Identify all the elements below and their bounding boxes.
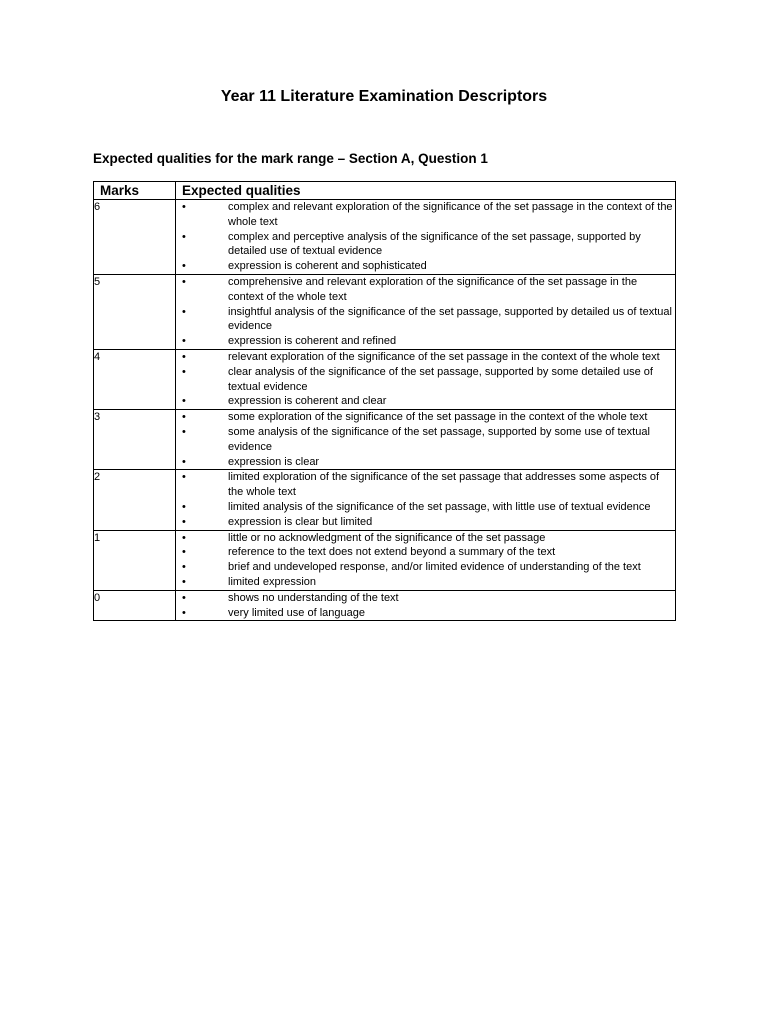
quality-text: limited expression bbox=[228, 575, 317, 588]
bullet-icon: • bbox=[182, 365, 186, 378]
table-body bbox=[94, 200, 676, 621]
quality-text: limited analysis of the significance of the set passage, with little use of textual evidence bbox=[228, 500, 651, 513]
mark-value: 1 bbox=[94, 530, 176, 590]
bullet-icon: • bbox=[182, 606, 186, 619]
qualities-list bbox=[176, 350, 675, 409]
quality-text: comprehensive and relevant exploration of the significance of the set passage in the context of the whole text bbox=[228, 275, 638, 303]
list-item bbox=[176, 305, 675, 335]
bullet-icon: • bbox=[182, 275, 186, 288]
list-item bbox=[176, 365, 675, 395]
bullet-icon: • bbox=[182, 561, 186, 574]
list-item bbox=[176, 531, 675, 546]
bullet-icon: • bbox=[182, 230, 186, 243]
quality-text: expression is coherent and refined bbox=[228, 335, 397, 348]
mark-value: 3 bbox=[94, 410, 176, 470]
list-item bbox=[176, 350, 675, 365]
bullet-icon: • bbox=[182, 515, 186, 528]
section-heading: Expected qualities for the mark range – Section A, Question 1 bbox=[93, 151, 488, 166]
mark-value: 4 bbox=[94, 349, 176, 409]
list-item bbox=[176, 515, 675, 530]
qualities-list bbox=[176, 470, 675, 529]
qualities-cell bbox=[176, 530, 676, 590]
table-row bbox=[94, 590, 676, 621]
column-header-marks: Marks bbox=[94, 182, 176, 200]
quality-text: complex and relevant exploration of the significance of the set passage in the context of the whole text bbox=[228, 201, 673, 228]
table-header-row bbox=[94, 182, 676, 200]
bullet-icon: • bbox=[182, 471, 186, 484]
list-item bbox=[176, 425, 675, 455]
bullet-icon: • bbox=[182, 531, 186, 544]
qualities-cell bbox=[176, 410, 676, 470]
list-item bbox=[176, 591, 675, 606]
quality-text: little or no acknowledgment of the significance of the set passage bbox=[228, 531, 546, 544]
list-item bbox=[176, 394, 675, 409]
page-title: Year 11 Literature Examination Descriptors bbox=[220, 88, 548, 105]
quality-text: insightful analysis of the significance of the set passage, supported by detailed us of textual evidence bbox=[228, 305, 672, 333]
bullet-icon: • bbox=[182, 500, 186, 513]
mark-value: 6 bbox=[94, 200, 176, 275]
quality-text: reference to the text does not extend beyond a summary of the text bbox=[228, 546, 556, 559]
qualities-list bbox=[176, 410, 675, 469]
quality-text: complex and perceptive analysis of the significance of the set passage, supported by detailed use of textual evidence bbox=[228, 230, 641, 258]
table-row bbox=[94, 410, 676, 470]
qualities-cell bbox=[176, 274, 676, 349]
list-item bbox=[176, 410, 675, 425]
qualities-list bbox=[176, 200, 675, 274]
quality-text: limited exploration of the significance of the set passage that addresses some aspects of the whole text bbox=[228, 471, 660, 499]
bullet-icon: • bbox=[182, 335, 186, 348]
list-item bbox=[176, 455, 675, 470]
list-item bbox=[176, 575, 675, 590]
quality-text: some exploration of the significance of the set passage in the context of the whole text bbox=[228, 411, 648, 424]
table-row bbox=[94, 349, 676, 409]
quality-text: relevant exploration of the significance of the set passage in the context of the whole text bbox=[228, 350, 660, 363]
list-item bbox=[176, 606, 675, 621]
quality-text: expression is clear bbox=[228, 455, 320, 468]
quality-text: clear analysis of the significance of the set passage, supported by some detailed use of textual evidence bbox=[228, 365, 653, 393]
list-item bbox=[176, 500, 675, 515]
bullet-icon: • bbox=[182, 425, 186, 438]
bullet-icon: • bbox=[182, 201, 186, 213]
list-item bbox=[176, 200, 675, 230]
qualities-cell bbox=[176, 590, 676, 621]
bullet-icon: • bbox=[182, 411, 186, 424]
mark-value: 0 bbox=[94, 590, 176, 621]
bullet-icon: • bbox=[182, 546, 186, 559]
qualities-list bbox=[176, 591, 675, 621]
quality-text: shows no understanding of the text bbox=[228, 591, 399, 604]
quality-text: expression is coherent and clear bbox=[228, 395, 387, 408]
table-row bbox=[94, 200, 676, 275]
list-item bbox=[176, 259, 675, 274]
quality-text: some analysis of the significance of the set passage, supported by some use of textual evidence bbox=[228, 425, 650, 453]
quality-text: expression is coherent and sophisticated bbox=[228, 260, 427, 273]
list-item bbox=[176, 275, 675, 305]
quality-text: brief and undeveloped response, and/or limited evidence of understanding of the text bbox=[228, 561, 641, 574]
bullet-icon: • bbox=[182, 591, 186, 604]
list-item bbox=[176, 545, 675, 560]
bullet-icon: • bbox=[182, 575, 186, 588]
bullet-icon: • bbox=[182, 455, 186, 468]
list-item bbox=[176, 334, 675, 349]
descriptors-table bbox=[93, 181, 676, 621]
bullet-icon: • bbox=[182, 350, 186, 363]
table-row bbox=[94, 470, 676, 530]
qualities-cell bbox=[176, 200, 676, 275]
list-item bbox=[176, 230, 675, 260]
column-header-expected-qualities: Expected qualities bbox=[176, 182, 676, 200]
qualities-list bbox=[176, 275, 675, 349]
bullet-icon: • bbox=[182, 305, 186, 318]
table-row bbox=[94, 530, 676, 590]
mark-value: 5 bbox=[94, 274, 176, 349]
quality-text: expression is clear but limited bbox=[228, 515, 373, 528]
table-row bbox=[94, 274, 676, 349]
qualities-cell bbox=[176, 349, 676, 409]
bullet-icon: • bbox=[182, 395, 186, 408]
list-item bbox=[176, 470, 675, 500]
list-item bbox=[176, 560, 675, 575]
bullet-icon: • bbox=[182, 260, 186, 273]
qualities-list bbox=[176, 531, 675, 590]
mark-value: 2 bbox=[94, 470, 176, 530]
qualities-cell bbox=[176, 470, 676, 530]
quality-text: very limited use of language bbox=[228, 606, 365, 619]
